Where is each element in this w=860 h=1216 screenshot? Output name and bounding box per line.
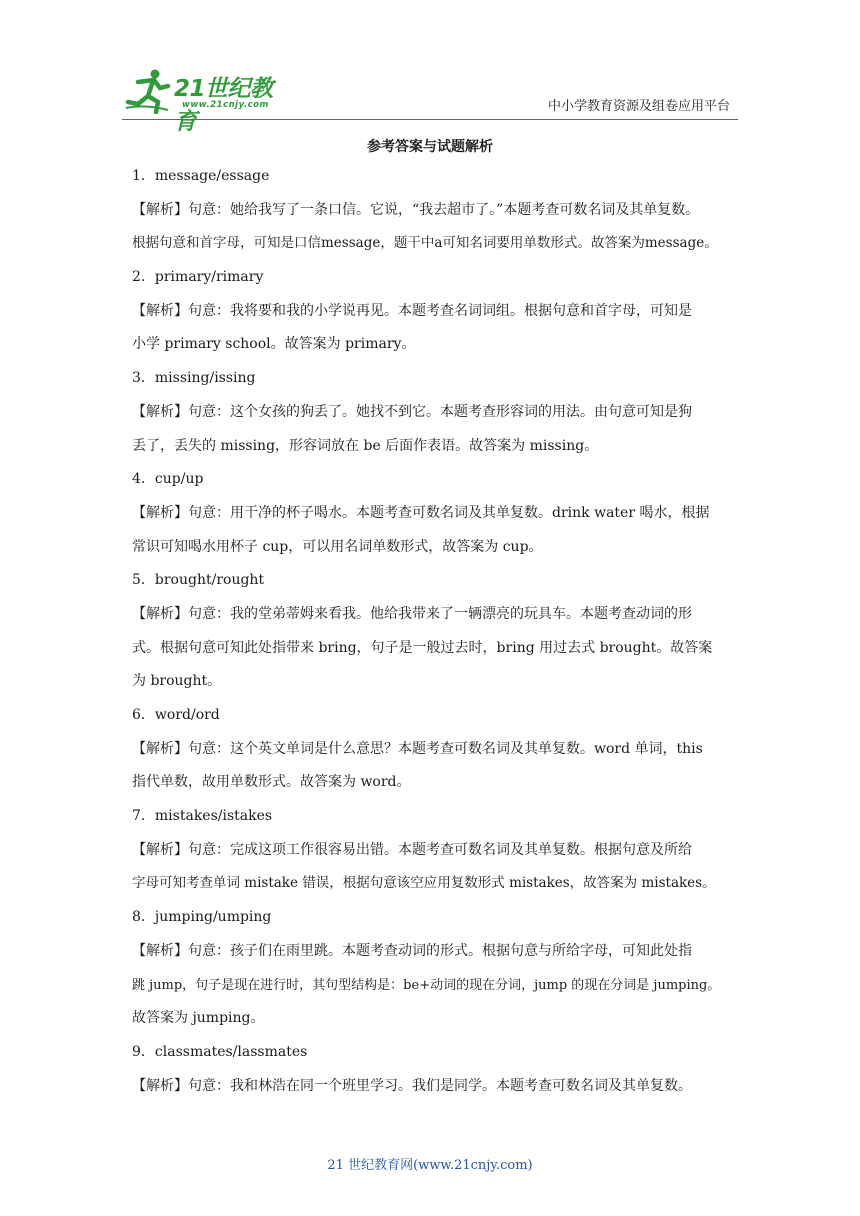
answer-item [132,160,736,261]
explanation-line: 式。根据句意可知此处指带来 bring，句子是一般过去时，bring 用过去式 brought。故答案 [132,639,713,656]
explanation-line: 【解析】句意：孩子们在雨里跳。本题考查动词的形式。根据句意与所给字母，可知此处指 [132,942,692,959]
answer-key: 9．classmates/lassmates [132,1043,308,1060]
explanation-line: 【解析】句意：完成这项工作很容易出错。本题考查可数名词及其单复数。根据句意及所给 [132,841,692,858]
answer-key: 3．missing/issing [132,370,256,387]
answer-key: 5．brought/rought [132,572,265,589]
answer-item [132,362,736,463]
explanation-line: 为 brought。 [132,673,222,690]
answer-list [132,160,736,1103]
answer-item [132,463,736,564]
explanation-line: 指代单数，故用单数形式。故答案为 word。 [132,774,411,791]
runner-logo-icon [124,68,172,114]
explanation-line: 小学 primary school。故答案为 primary。 [132,336,416,353]
answer-item [132,800,736,901]
explanation-line: 根据句意和首字母，可知是口信message，题干中a可知名词要用单数形式。故答案为message。 [132,235,718,252]
answer-item [132,1036,736,1103]
answer-key: 2．primary/rimary [132,269,264,286]
explanation-line: 【解析】句意：我的堂弟蒂姆来看我。他给我带来了一辆漂亮的玩具车。本题考查动词的形 [132,605,692,622]
explanation-line: 字母可知考查单词 mistake 错误，根据句意该空应用复数形式 mistakes，故答案为 mistakes。 [132,875,716,892]
answer-item [132,261,736,362]
answer-key: 1．message/essage [132,168,270,184]
logo [122,66,292,135]
header-platform-text: 中小学教育资源及组卷应用平台 [547,99,730,114]
explanation-line: 常识可知喝水用杯子 cup，可以用名词单数形式，故答案为 cup。 [132,538,543,555]
logo-brand: 21世纪教育 [174,76,273,135]
answer-item [132,901,736,1036]
page-title: 参考答案与试题解析 [367,139,493,155]
answer-key: 4．cup/up [132,471,204,488]
explanation-line: 【解析】句意：这个女孩的狗丢了。她找不到它。本题考查形容词的用法。由句意可知是狗 [132,403,692,420]
answer-item [132,699,736,800]
explanation-line: 【解析】句意：她给我写了一条口信。它说，“我去超市了。”本题考查可数名词及其单复数。 [132,201,700,218]
answer-key: 7．mistakes/istakes [132,808,273,825]
answer-key: 6．word/ord [132,707,220,723]
explanation-line: 丢了，丢失的 missing，形容词放在 be 后面作表语。故答案为 missing。 [132,437,599,454]
explanation-line: 【解析】句意：用干净的杯子喝水。本题考查可数名词及其单复数。drink water 喝水，根据 [132,504,710,521]
footer-source: 21 世纪教育网(www.21cnjy.com) [327,1158,533,1173]
page-header [0,0,860,135]
explanation-line: 【解析】句意：我将要和我的小学说再见。本题考查名词词组。根据句意和首字母，可知是 [132,302,692,319]
explanation-line: 【解析】句意：这个英文单词是什么意思？本题考查可数名词及其单复数。word 单词，this [132,740,703,757]
answer-item [132,564,736,699]
explanation-line: 跳 jump，句子是现在进行时，其句型结构是：be+动词的现在分词，jump 的现在分词是 jumping。 [132,977,721,993]
logo-url: www.21cnjy.com [182,100,269,110]
explanation-line: 【解析】句意：我和林浩在同一个班里学习。我们是同学。本题考查可数名词及其单复数。 [132,1077,692,1094]
explanation-line: 故答案为 jumping。 [132,1010,265,1027]
header-divider [122,119,738,120]
answer-key: 8．jumping/umping [132,909,272,926]
